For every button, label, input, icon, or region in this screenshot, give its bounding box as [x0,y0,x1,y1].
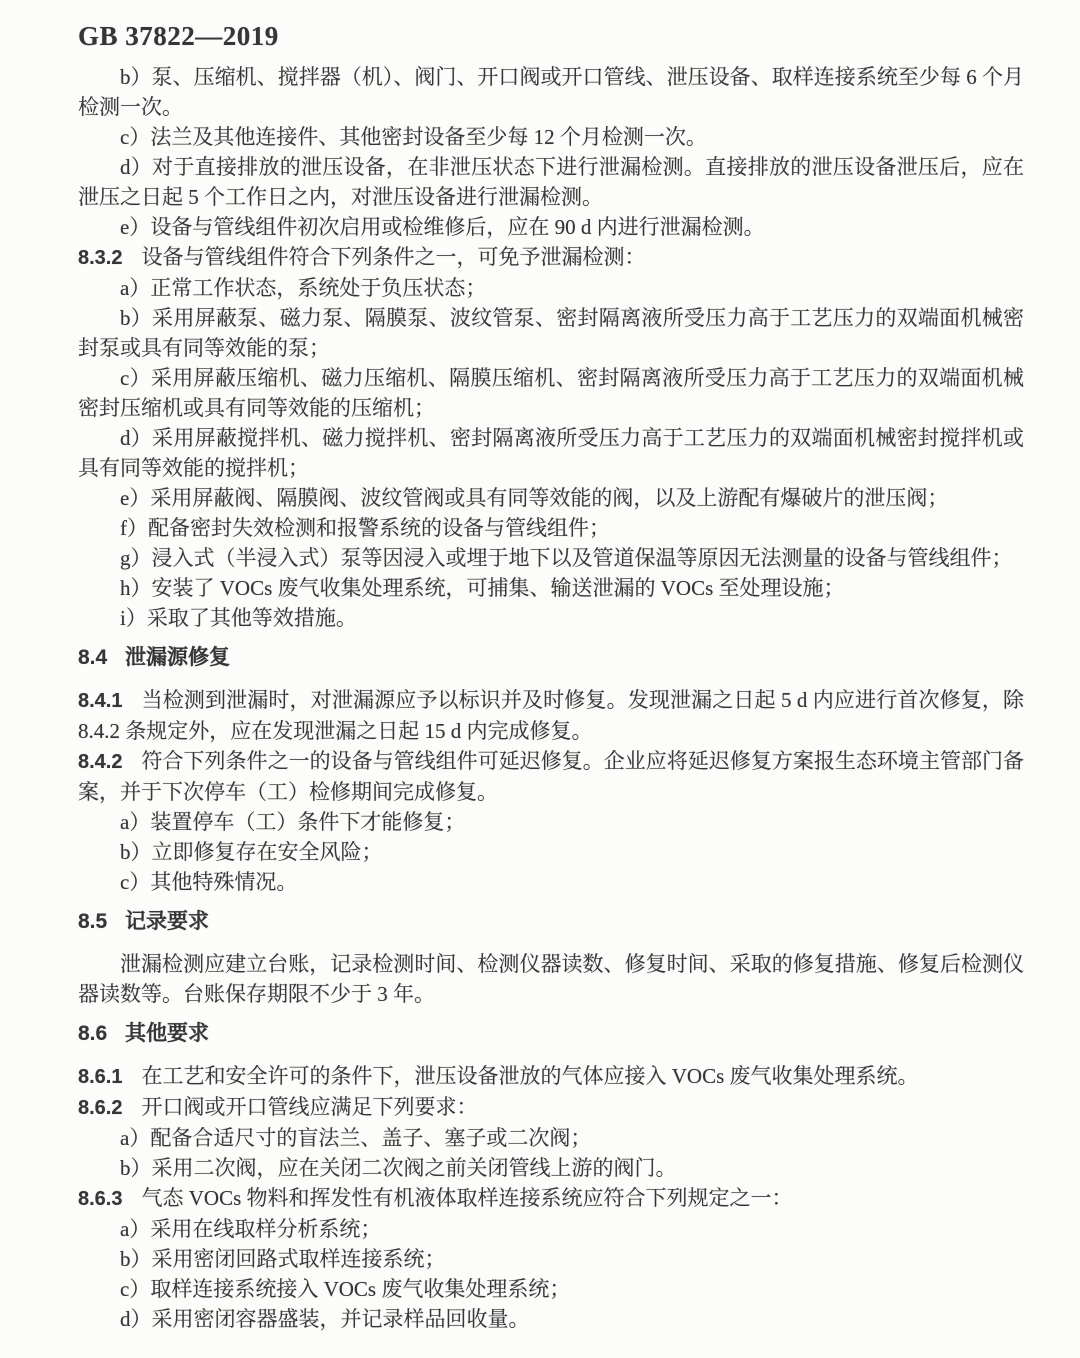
clause-text: 当检测到泄漏时，对泄漏源应予以标识并及时修复。发现泄漏之日起 5 d 内应进行首次修复，除 8.4.2 条规定外，应在发现泄漏之日起 15 d 内完成修复。 [78,688,1024,743]
doc-code: GB 37822—2019 [78,21,279,51]
list-item-i: i）采取了其他等效措施。 [120,606,357,630]
list-item-c: c）法兰及其他连接件、其他密封设备至少每 12 个月检测一次。 [120,125,707,149]
clause-number: 8.4.2 [78,751,123,773]
clause-number: 8.3.2 [78,247,123,269]
clause-text: 开口阀或开口管线应满足下列要求： [141,1095,478,1119]
list-item-c: c）采用屏蔽压缩机、磁力压缩机、隔膜压缩机、密封隔离液所受压力高于工艺压力的双端面机械密封压缩机或具有同等效能的压缩机； [78,366,1024,420]
heading-title: 记录要求 [125,910,210,933]
paragraph-records: 泄漏检测应建立台账，记录检测时间、检测仪器读数、修复时间、采取的修复措施、修复后检测仪器读数等。台账保存期限不少于 3 年。 [78,952,1024,1006]
list-item-b: b）泵、压缩机、搅拌器（机）、阀门、开口阀或开口管线、泄压设备、取样连接系统至少每 6 个月检测一次。 [78,65,1024,119]
clause-number: 8.6.1 [78,1066,123,1088]
clause-8-4-1 [78,685,1024,746]
clause-text: 在工艺和安全许可的条件下，泄压设备泄放的气体应接入 VOCs 废气收集处理系统。 [141,1064,919,1088]
list-item-a: a）装置停车（工）条件下才能修复； [120,810,466,834]
list-item-a: a）配备合适尺寸的盲法兰、盖子、塞子或二次阀； [120,1126,592,1150]
list-item-e: e）设备与管线组件初次启用或检维修后，应在 90 d 内进行泄漏检测。 [120,215,765,239]
list-item-h: h）安装了 VOCs 废气收集处理系统，可捕集、输送泄漏的 VOCs 至处理设施； [120,576,845,600]
heading-title: 其他要求 [125,1022,210,1045]
list-item-b: b）采用屏蔽泵、磁力泵、隔膜泵、波纹管泵、密封隔离液所受压力高于工艺压力的双端面机械密封泵或具有同等效能的泵； [78,306,1024,360]
heading-number: 8.5 [78,910,108,933]
section-heading-8-5 [78,907,1024,937]
clause-8-6-2 [78,1092,1024,1123]
list-item-f: f）配备密封失效检测和报警系统的设备与管线组件； [120,516,610,540]
heading-number: 8.4 [78,646,108,669]
list-item-g: g）浸入式（半浸入式）泵等因浸入或埋于地下以及管道保温等原因无法测量的设备与管线组件； [120,546,1013,570]
clause-8-4-2 [78,746,1024,807]
list-item-d: d）采用密闭容器盛装，并记录样品回收量。 [120,1307,530,1331]
list-item-a: a）正常工作状态，系统处于负压状态； [120,276,487,300]
clause-number: 8.6.3 [78,1188,123,1210]
list-item-c: c）取样连接系统接入 VOCs 废气收集处理系统； [120,1277,571,1301]
list-item-e: e）采用屏蔽阀、隔膜阀、波纹管阀或具有同等效能的阀，以及上游配有爆破片的泄压阀； [120,486,949,510]
heading-number: 8.6 [78,1022,108,1045]
clause-text: 气态 VOCs 物料和挥发性有机液体取样连接系统应符合下列规定之一： [141,1186,793,1210]
section-heading-8-4 [78,643,1024,673]
clause-8-6-1 [78,1061,1024,1092]
list-item-d: d）对于直接排放的泄压设备，在非泄压状态下进行泄漏检测。直接排放的泄压设备泄压后，应在泄压之日起 5 个工作日之内，对泄压设备进行泄漏检测。 [78,155,1024,209]
list-item-d: d）采用屏蔽搅拌机、磁力搅拌机、密封隔离液所受压力高于工艺压力的双端面机械密封搅拌机或具有同等效能的搅拌机； [78,426,1024,480]
heading-title: 泄漏源修复 [125,646,231,669]
list-item-c: c）其他特殊情况。 [120,870,298,894]
clause-number: 8.6.2 [78,1097,123,1119]
list-item-b: b）采用密闭回路式取样连接系统； [120,1247,446,1271]
clause-8-3-2 [78,242,1024,273]
list-item-a: a）采用在线取样分析系统； [120,1217,382,1241]
clause-8-6-3 [78,1183,1024,1214]
list-item-b: b）采用二次阀，应在关闭二次阀之前关闭管线上游的阀门。 [120,1156,677,1180]
list-item-b: b）立即修复存在安全风险； [120,840,383,864]
section-heading-8-6 [78,1019,1024,1049]
clause-text: 符合下列条件之一的设备与管线组件可延迟修复。企业应将延迟修复方案报生态环境主管部门备案，并于下次停车（工）检修期间完成修复。 [78,749,1024,804]
clause-number: 8.4.1 [78,690,123,712]
clause-text: 设备与管线组件符合下列条件之一，可免予泄漏检测： [141,245,646,269]
